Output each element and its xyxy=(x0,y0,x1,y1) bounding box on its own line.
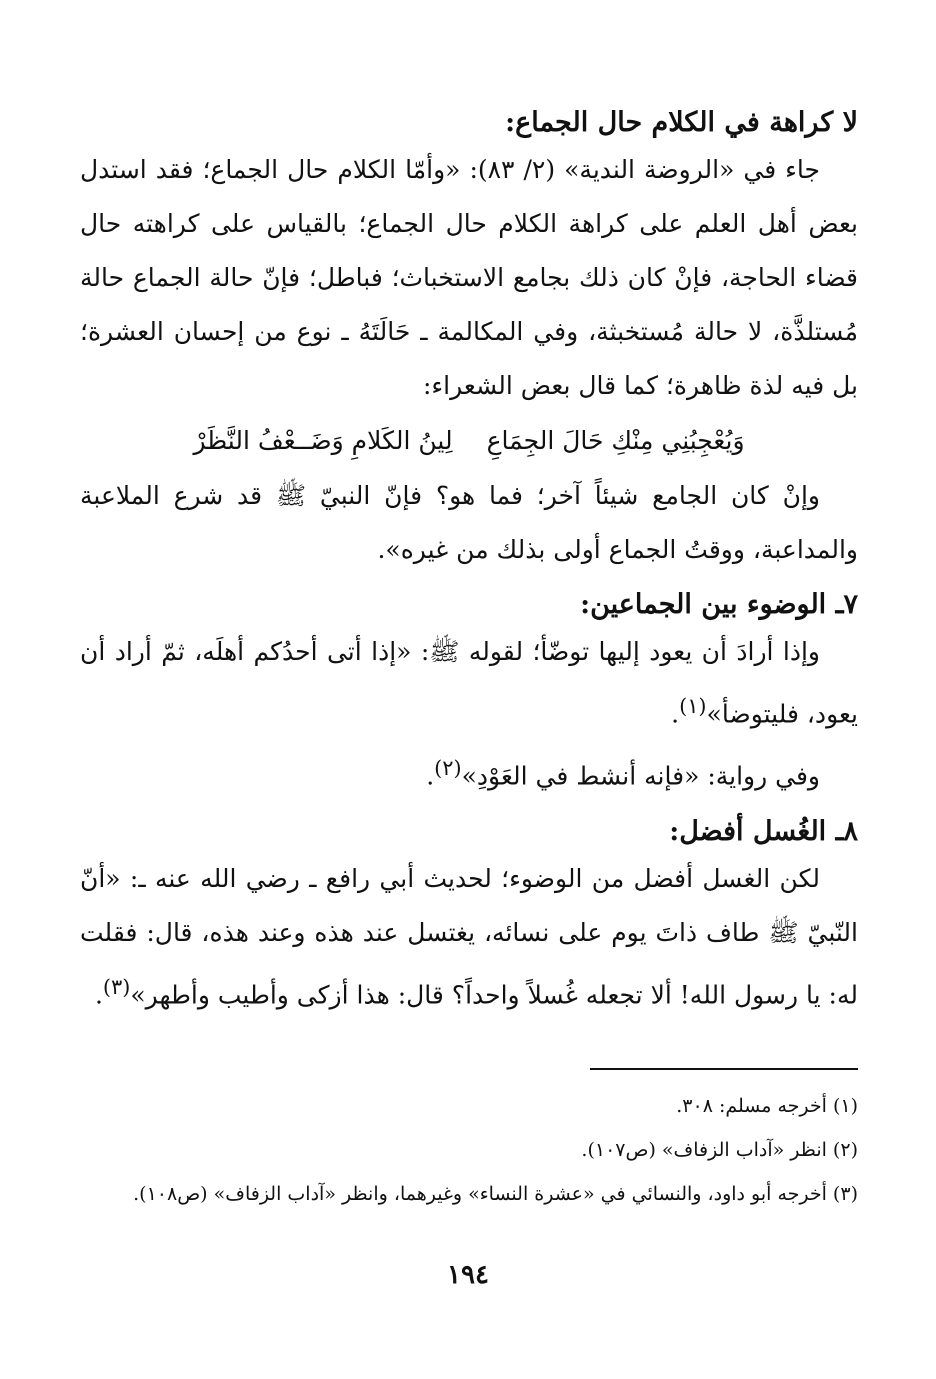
footnote-separator xyxy=(590,1068,858,1070)
footnotes xyxy=(80,1084,858,1216)
heading-wudu-between: ٧ـ الوضوء بين الجماعين: xyxy=(580,589,858,620)
footnote-3: (٣) أخرجه أبو داود، والنسائي في «عشرة النساء» وغيرهما، وانظر «آداب الزفاف» (ص١٠٨). xyxy=(133,1183,858,1205)
footnote-ref-3[interactable]: (٣) xyxy=(102,974,131,999)
paragraph-mulaaba: وإنْ كان الجامع شيئاً آخر؛ فما هو؟ فإنّ النبيّ ﷺ قد شرع الملاعبة والمداعبة، ووقتُ الجماع أولى بذلك من غيره». xyxy=(80,481,858,564)
wudu-hadith-text: وإذا أرادَ أن يعود إليها توضّأ؛ لقوله ﷺ: «إذا أتى أحدُكم أهلَه، ثمّ أراد أن يعود، فليتوضأ» xyxy=(80,637,858,729)
footnote-1: (١) أخرجه مسلم: ٣٠٨. xyxy=(676,1095,858,1117)
wudu-hadith-end: . xyxy=(671,699,680,729)
footnote-ref-2[interactable]: (٢) xyxy=(434,756,462,781)
main-text xyxy=(80,95,858,1022)
abu-rafi-text: لكن الغسل أفضل من الوضوء؛ لحديث أبي رافع ـ رضي الله عنه ـ: «أنّ النّبيّ ﷺ طاف ذاتَ يوم على نسائه، يغتسل عند هذه وعند هذه، قال: فقلت له: يا رسول الله! ألا تجعله غُسلاً واحداً؟ قال: هذا أزكى وأطيب وأطهر» xyxy=(80,863,858,1009)
verse-first-hemistich: وَيُعْجِبُنِي مِنْكِ حَالَ الجِمَاعِ xyxy=(486,426,745,455)
footnote-ref-1[interactable]: (١) xyxy=(679,694,707,718)
paragraph-riwaya xyxy=(80,741,858,803)
poetry-verse xyxy=(80,413,858,469)
verse-second-hemistich: لِينُ الكَلامِ وَضَــعْفُ النَّظَرْ xyxy=(193,426,453,455)
page-number: ١٩٤ xyxy=(447,1260,489,1290)
heading-no-dislike-talking: لا كراهة في الكلام حال الجماع: xyxy=(505,107,858,138)
riwaya-end: . xyxy=(426,761,435,791)
paragraph-abu-rafi-hadith xyxy=(80,852,858,1022)
heading-ghusl-better: ٨ـ الغُسل أفضل: xyxy=(669,815,858,847)
riwaya-text: وفي رواية: «فإنه أنشط في العَوْدِ» xyxy=(461,761,820,791)
paragraph-rawda-quote: جاء في «الروضة الندية» (٢/ ٨٣): «وأمّا الكلام حال الجماع؛ فقد استدل بعض أهل العلم على كراهة الكلام حال الجماع؛ بالقياس على كراهته حال قضاء الحاجة، فإنْ كان ذلك بجامع الاستخباث؛ فباطل؛ فإنّ حالة الجماع حالة مُستلذَّة، لا حالة مُستخبثة، وفي المكالمة ـ حَالَتَهُ ـ نوع من إحسان العشرة؛ بل فيه لذة ظاهرة؛ كما قال بعض الشعراء: xyxy=(80,155,858,400)
abu-rafi-end: . xyxy=(94,979,103,1009)
footnote-2: (٢) انظر «آداب الزفاف» (ص١٠٧). xyxy=(581,1139,858,1161)
paragraph-wudu-hadith xyxy=(80,625,858,741)
